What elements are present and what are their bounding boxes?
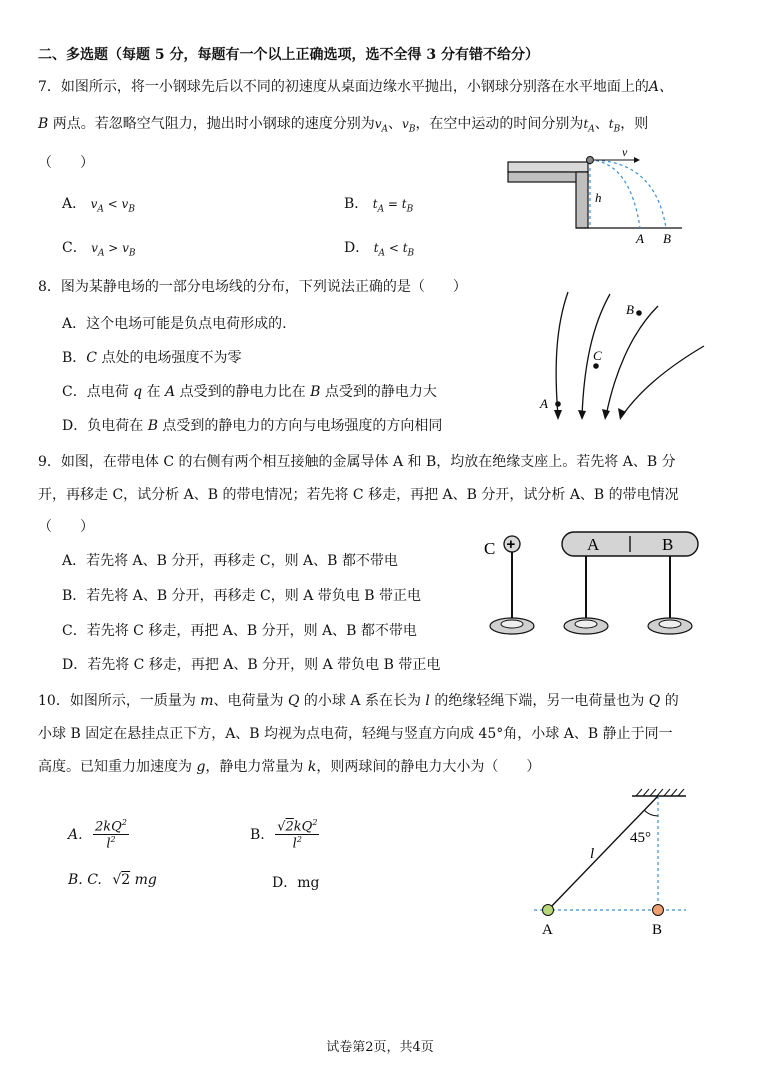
q9-line2: 开，再移走 C，试分析 A、B 的带电情况；若先将 C 移走，再把 A、B 分开，试分析 A、B 的带电情况 — [38, 487, 679, 503]
q7-line1: 7．如图所示，将一小钢球先后以不同的初速度从桌面边缘水平抛出，小钢球分别落在水平地面上的A、 — [38, 79, 674, 95]
q7-paren: （ ） — [38, 155, 94, 171]
ball-b — [653, 905, 664, 916]
q7-option-b[interactable]: B． $t_A = t_B$ — [344, 196, 414, 215]
label-h: h — [595, 190, 602, 205]
label-a: A — [636, 231, 644, 246]
field-line-1 — [556, 292, 568, 416]
label-b: B — [652, 922, 663, 938]
label-a: A — [540, 396, 548, 411]
rope — [548, 796, 658, 910]
q10-line2: 小球 B 固定在悬挂点正下方，A、B 均视为点电荷，轻绳与竖直方向成 45°角，小球 A、B 静止于同一 — [38, 726, 673, 742]
point-c — [593, 363, 599, 369]
q8-option-a[interactable]: A．这个电场可能是负点电荷形成的. — [62, 316, 287, 332]
q9-option-a[interactable]: A．若先将 A、B 分开，再移走 C，则 A、B 都不带电 — [62, 553, 398, 569]
q7-option-c[interactable]: C． $v_A > v_B$ — [62, 240, 136, 259]
label-c: C — [593, 348, 602, 363]
field-line-4 — [622, 346, 704, 416]
table-top — [508, 162, 588, 228]
point-b — [636, 310, 642, 316]
q10-line1: 10．如图所示，一质量为 m、电荷量为 Q 的小球 A 系在长为 l 的绝缘轻绳下端，另一电荷量也为 Q 的 — [38, 693, 679, 709]
page-footer: 试卷第2页，共4页 — [326, 1040, 434, 1055]
q9-option-c[interactable]: C．若先将 C 移走，再把 A、B 分开，则 A、B 都不带电 — [62, 623, 417, 639]
ball-a — [543, 905, 554, 916]
q10-option-d[interactable]: D．mg — [272, 875, 320, 891]
q10-option-b[interactable]: B. $\frac{√2kQ^2}{l^2}$ — [250, 818, 318, 852]
label-a: A — [587, 535, 600, 554]
label-b: B — [662, 535, 674, 554]
point-a — [555, 401, 561, 407]
q9-option-b[interactable]: B．若先将 A、B 分开，再移走 C，则 A 带负电 B 带正电 — [62, 588, 421, 604]
q7-line2: B 两点。若忽略空气阻力，抛出时小钢球的速度分别为$v_A$、$v_B$，在空中运动的时间分别为$t_A$、$t_B$，则 — [38, 116, 649, 135]
label-b: B — [626, 302, 634, 317]
plus-sign-icon: + — [506, 536, 516, 553]
label-c: C — [484, 539, 496, 558]
rope-length-label: l — [590, 846, 595, 862]
label-b: B — [663, 231, 671, 246]
q10-option-c[interactable]: B. C. √2 mg — [68, 872, 157, 888]
angle-label: 45° — [630, 830, 651, 846]
q7-projectile-figure — [500, 145, 690, 248]
q9-conductors-figure — [482, 526, 712, 646]
field-line-3 — [606, 306, 658, 416]
q8-stem: 8．图为某静电场的一部分电场线的分布，下列说法正确的是（ ） — [38, 279, 467, 295]
section-header: 二、多选题（每题 5 分，每题有一个以上正确选项，选不全得 3 分有错不给分） — [38, 47, 539, 63]
q8-field-lines-figure — [530, 286, 720, 426]
q8-option-d[interactable]: D．负电荷在 B 点受到的静电力的方向与电场强度的方向相同 — [62, 418, 443, 434]
label-v: v — [622, 145, 628, 159]
q10-line3: 高度。已知重力加速度为 g，静电力常量为 k，则两球间的静电力大小为（ ） — [38, 759, 541, 775]
angle-arc — [644, 810, 658, 816]
q10-pendulum-figure — [530, 786, 700, 946]
q7-option-d[interactable]: D． $t_A < t_B$ — [344, 240, 415, 259]
q8-option-c[interactable]: C．点电荷 q 在 A 点受到的静电力比在 B 点受到的静电力大 — [62, 384, 437, 400]
q9-paren: （ ） — [38, 519, 94, 535]
q8-option-b[interactable]: B．C 点处的电场强度不为零 — [62, 350, 242, 366]
q9-option-d[interactable]: D．若先将 C 移走，再把 A、B 分开，则 A 带负电 B 带正电 — [62, 657, 441, 673]
label-a: A — [542, 922, 553, 938]
steel-ball — [587, 157, 594, 164]
q7-option-a[interactable]: A． $v_A < v_B$ — [62, 196, 135, 215]
q9-line1: 9．如图，在带电体 C 的右侧有两个相互接触的金属导体 A 和 B，均放在绝缘支座上。若先将 A、B 分 — [38, 454, 676, 470]
q10-option-a[interactable]: A. $\frac{2kQ^2}{l^2}$ — [68, 818, 127, 852]
